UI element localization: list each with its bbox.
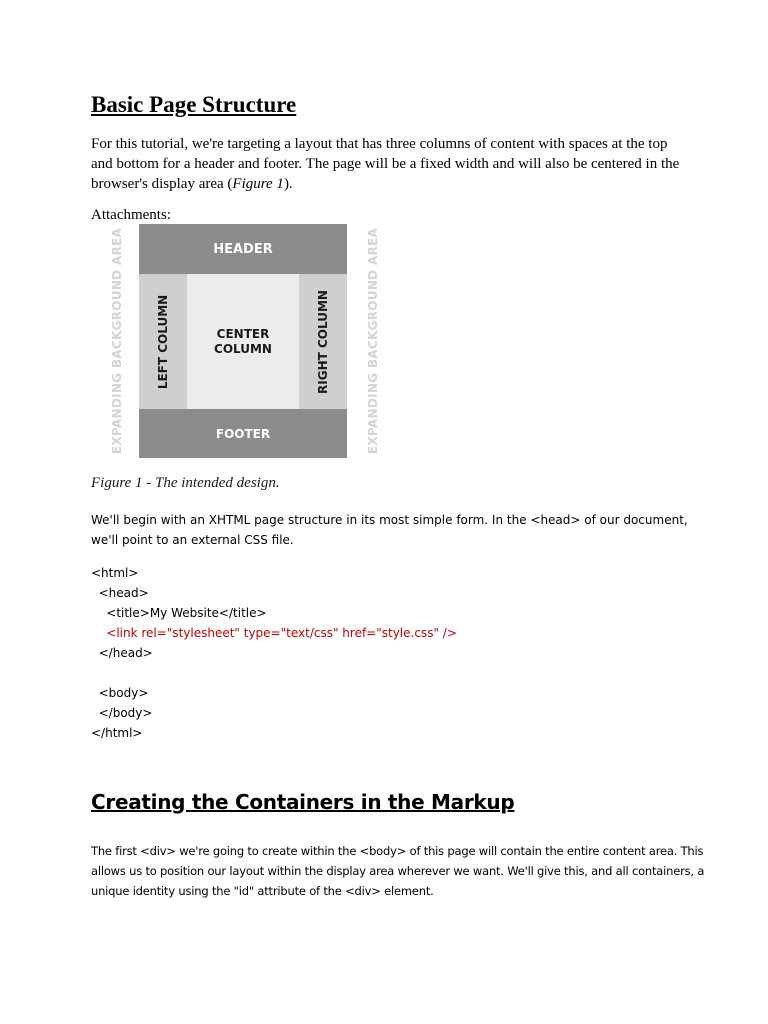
code-line: </head>: [91, 646, 153, 660]
diagram-right-column-label: RIGHT COLUMN: [316, 289, 331, 394]
intro-text: For this tutorial, we're targeting a layout that has three columns of content with spaces at the top and bottom for a header and footer. The page will be a fixed width and will also be centered in the browser's display area (: [91, 136, 680, 192]
section-heading: Creating the Containers in the Markup: [91, 790, 515, 814]
diagram-left-column: [139, 274, 187, 409]
diagram-center-line1: CENTER: [216, 326, 270, 341]
containers-paragraph: The first <div> we're going to create within the <body> of this page will contain the entire content area. This allows us to position our layout within the display area wherever we want. We'll give this, and all containers, a unique identity using the "id" attribute of the <div> element.: [91, 844, 705, 898]
diagram-center-line2: COLUMN: [214, 341, 272, 356]
code-line: <body>: [91, 686, 149, 700]
code-line-highlighted: <link rel="stylesheet" type="text/css" href="style.css" />: [91, 626, 457, 640]
layout-diagram: [105, 224, 385, 460]
background-left-label: EXPANDING BACKGROUND AREA: [110, 227, 124, 455]
page-heading: Basic Page Structure: [91, 92, 297, 117]
diagram-header: [139, 224, 347, 274]
intro-paragraph: [91, 134, 681, 194]
background-right-label: EXPANDING BACKGROUND AREA: [366, 227, 380, 455]
xhtml-paragraph: We'll begin with an XHTML page structure in its most simple form. In the <head> of our document, we'll point to an external CSS file.: [91, 513, 688, 547]
code-line-blank: [91, 663, 457, 683]
code-line: <title>My Website</title>: [91, 606, 267, 620]
intro-text-end: ).: [283, 176, 293, 192]
code-line: </html>: [91, 726, 143, 740]
code-block: [91, 563, 457, 743]
diagram-footer-label: FOOTER: [215, 426, 271, 441]
diagram-center-column: [187, 274, 299, 409]
diagram-left-column-label: LEFT COLUMN: [156, 294, 171, 389]
figure-caption: Figure 1 - The intended design.: [91, 475, 280, 491]
expanding-background-left: [105, 224, 129, 458]
diagram-footer: [139, 409, 347, 458]
diagram-header-label: HEADER: [213, 241, 273, 257]
attachments-label: Attachments:: [91, 207, 171, 223]
diagram-right-column: [299, 274, 347, 409]
expanding-background-right: [361, 224, 385, 458]
code-line: <html>: [91, 566, 139, 580]
figure-reference: Figure 1: [232, 176, 284, 192]
code-line: </body>: [91, 706, 153, 720]
code-line: <head>: [91, 586, 149, 600]
